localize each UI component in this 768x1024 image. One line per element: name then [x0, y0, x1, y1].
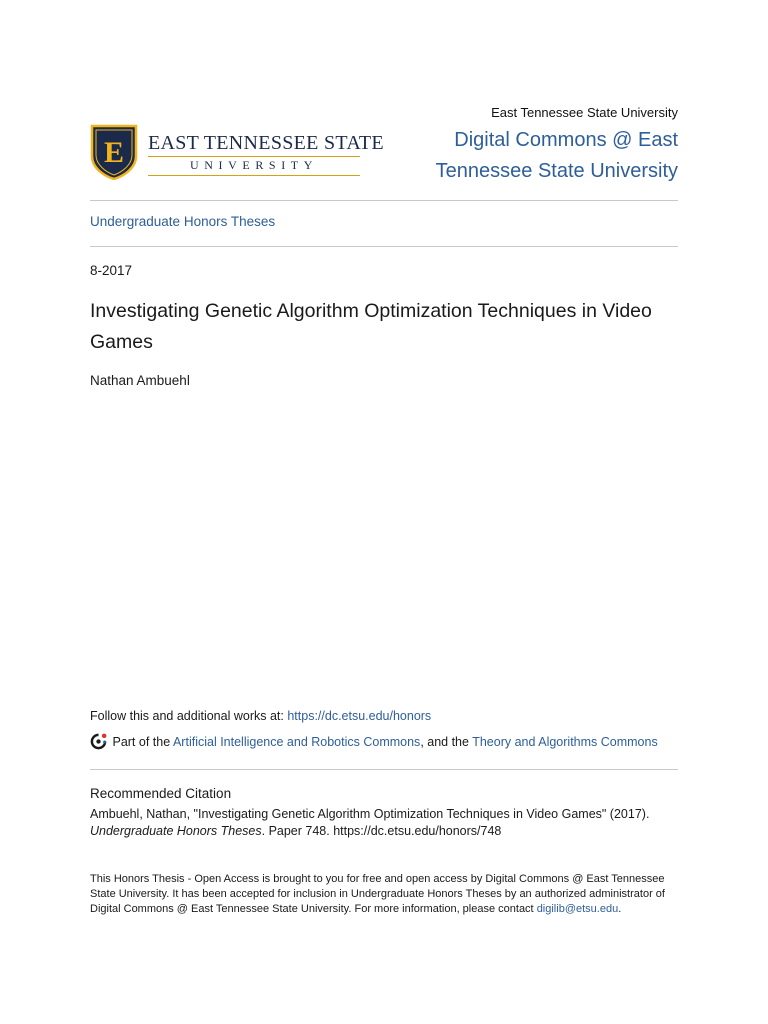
- institution-name: East Tennessee State University: [491, 105, 678, 120]
- etsu-logo[interactable]: [90, 124, 384, 182]
- commons-network-icon: [90, 733, 107, 750]
- divider: [90, 246, 678, 247]
- citation-heading: Recommended Citation: [90, 786, 232, 801]
- etsu-shield-icon: [90, 124, 138, 180]
- citation-line-2: [90, 823, 690, 840]
- access-notice-end: .: [618, 903, 622, 915]
- part-of-line: [90, 733, 658, 750]
- repository-link[interactable]: Digital Commons @ East Tennessee State University: [435, 129, 678, 182]
- thesis-title: Investigating Genetic Algorithm Optimization Techniques in Video Games: [90, 300, 652, 353]
- citation-line-1: Ambuehl, Nathan, "Investigating Genetic Algorithm Optimization Techniques in Video Games" (2017).: [90, 807, 650, 821]
- logo-line-2: UNIVERSITY: [190, 158, 318, 172]
- citation-paper: . Paper 748. https://dc.etsu.edu/honors/748: [261, 824, 502, 838]
- follow-url-link[interactable]: https://dc.etsu.edu/honors: [287, 709, 432, 723]
- author-name: Nathan Ambuehl: [90, 373, 190, 388]
- citation-series: Undergraduate Honors Theses: [90, 824, 262, 838]
- citation-text: [90, 806, 690, 840]
- logo-divider: [148, 156, 360, 157]
- publication-date: 8-2017: [90, 263, 133, 278]
- theory-algorithms-commons-link[interactable]: Theory and Algorithms Commons: [472, 735, 658, 749]
- contact-email-link[interactable]: digilib@etsu.edu: [536, 903, 619, 915]
- shield-letter: E: [103, 136, 125, 169]
- divider: [90, 769, 678, 770]
- logo-line-1: EAST TENNESSEE STATE: [148, 132, 384, 154]
- access-notice-text: This Honors Thesis - Open Access is brought to you for free and open access by Digital Commons @ East Tennessee State University. It has been accepted for inclusion in Undergraduate Honors Theses by an authorized administrator of Digital Commons @ East Tennessee State University. For more information, please contact: [90, 873, 665, 915]
- series-link[interactable]: Undergraduate Honors Theses: [90, 214, 276, 229]
- part-of-prefix: Part of the: [112, 735, 171, 749]
- follow-label: Follow this and additional works at:: [90, 709, 284, 723]
- divider: [90, 200, 678, 201]
- ai-robotics-commons-link[interactable]: Artificial Intelligence and Robotics Commons: [172, 735, 421, 749]
- follow-line: [90, 709, 431, 723]
- part-of-joiner: , and the: [420, 735, 469, 749]
- access-notice: [90, 872, 670, 917]
- logo-divider-bottom: [148, 175, 360, 176]
